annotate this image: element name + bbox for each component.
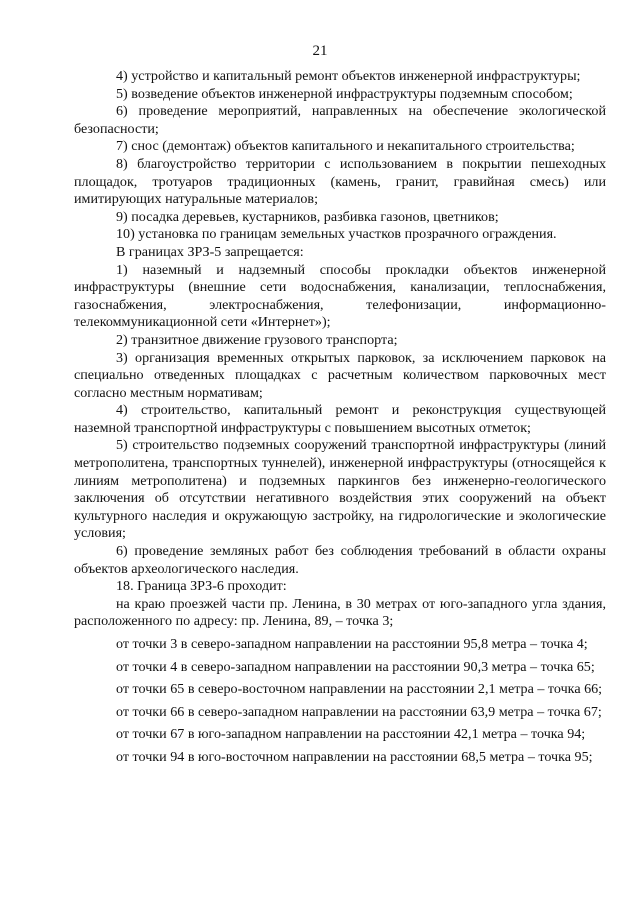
paragraph-prohibited-1-overhead-engineering: 1) наземный и надземный способы прокладки объектов инженерной инфраструктуры (внешние сети водоснабжения, канализации, теплоснабжения, газоснабжения, электроснабжения, телефонизации, информационно-телекоммуникационной сети «Интернет»); (74, 261, 606, 331)
paragraph-item-5-underground-engineering: 5) возведение объектов инженерной инфраструктуры подземным способом; (116, 85, 573, 102)
paragraph-zrz6-boundary-heading: 18. Граница ЗРЗ-6 проходит: (116, 578, 287, 595)
paragraph-item-4-construction-repair: 4) устройство и капитальный ремонт объектов инженерной инфраструктуры; (116, 68, 581, 84)
paragraph-item-7-demolition: 7) снос (демонтаж) объектов капитального и некапитального строительства; (116, 138, 575, 155)
paragraph-boundary-point-66-to-67: от точки 66 в северо-западном направлении на расстоянии 63,9 метра – точка 67; (116, 703, 602, 720)
paragraph-prohibited-3-temporary-parking: 3) организация временных открытых парковок, за исключением парковок на специально отведенных площадках с расчетным количеством парковочных мест согласно местным нормативам; (74, 349, 606, 401)
paragraph-item-6-ecological-safety: 6) проведение мероприятий, направленных на обеспечение экологической безопасности; (74, 103, 606, 137)
paragraph-boundary-point-4-to-65: от точки 4 в северо-западном направлении на расстоянии 90,3 метра – точка 65; (116, 658, 595, 675)
paragraph-boundary-point-67-to-94: от точки 67 в юго-западном направлении на расстоянии 42,1 метра – точка 94; (116, 726, 586, 743)
paragraph-boundary-point-65-to-66: от точки 65 в северо-восточном направлении на расстоянии 2,1 метра – точка 66; (116, 681, 603, 698)
paragraph-boundary-point-3-to-4: от точки 3 в северо-западном направлении на расстоянии 95,8 метра – точка 4; (116, 636, 588, 652)
paragraph-item-10-fencing: 10) установка по границам земельных участков прозрачного ограждения. (116, 226, 557, 243)
document-body (74, 68, 606, 767)
page-number: 21 (312, 43, 328, 59)
paragraph-prohibited-5-underground-structures: 5) строительство подземных сооружений транспортной инфраструктуры (линий метрополитена, транспортных туннелей), инженерной инфраструктуры (относящейся к линиям метрополитена) и подземных паркингов без инженерно-геологического заключения об отсутствии негативного воздействия этих сооружений на объект культурного наследия и окружающую застройку, на гидрологические и экологические условия; (74, 437, 606, 542)
paragraph-zrz5-prohibited-heading: В границах ЗРЗ-5 запрещается: (116, 243, 304, 260)
paragraph-prohibited-2-freight-transit: 2) транзитное движение грузового транспорта; (116, 331, 398, 348)
paragraph-boundary-start-point-3: на краю проезжей части пр. Ленина, в 30 метрах от юго-западного угла здания, расположенного по адресу: пр. Ленина, 89, – точка 3; (74, 595, 606, 630)
paragraph-prohibited-4-transport-infrastructure: 4) строительство, капитальный ремонт и реконструкция существующей наземной транспортной инфраструктуры с повышением высотных отметок; (74, 402, 606, 436)
paragraph-item-9-planting: 9) посадка деревьев, кустарников, разбивка газонов, цветников; (116, 208, 499, 225)
paragraph-item-8-landscaping: 8) благоустройство территории с использованием в покрытии пешеходных площадок, тротуаров традиционных (камень, гранит, гравийная смесь) или имитирующих натуральные материалов; (74, 155, 606, 208)
paragraph-prohibited-6-earthworks: 6) проведение земляных работ без соблюдения требований в области охраны объектов археологического наследия. (74, 543, 606, 577)
paragraph-boundary-point-94-to-95: от точки 94 в юго-восточном направлении на расстоянии 68,5 метра – точка 95; (116, 748, 593, 765)
